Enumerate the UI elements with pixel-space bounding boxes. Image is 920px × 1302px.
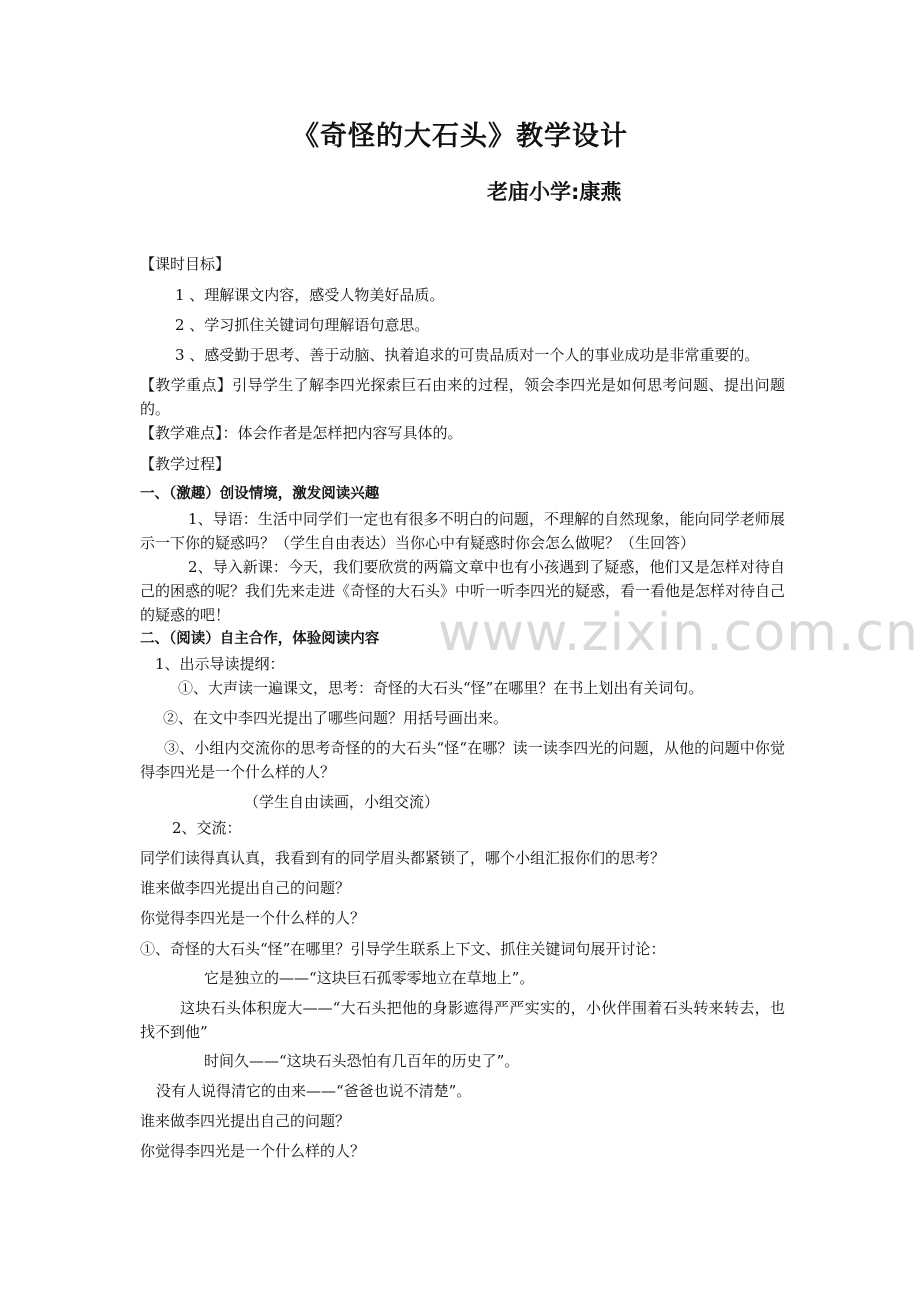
section1-paragraph: 2、导入新课：今天，我们要欣赏的两篇文章中也有小孩遇到了疑惑，他们又是怎样对待自己的困惑的呢？我们先来走进《奇怪的大石头》中听一听李四光的疑惑，看一看他是怎样对待自己的疑惑的吧！ <box>140 558 786 624</box>
section1-paragraph: 1、导语：生活中同学们一定也有很多不明白的问题，不理解的自然现象，能向同学老师展示一下你的疑惑吗？（学生自由表达）当你心中有疑惑时你会怎么做呢？（生回答） <box>140 510 785 552</box>
list-item: 1、出示导读提纲： <box>155 655 285 673</box>
section2-heading: 二、（阅读）自主合作，体验阅读内容 <box>140 631 380 647</box>
paragraph: ①、奇怪的大石头“怪”在哪里？引导学生联系上下文、抓住关键词句展开讨论： <box>140 940 666 958</box>
note-line: （学生自由读画，小组交流） <box>244 793 440 811</box>
paragraph: 你觉得李四光是一个什么样的人？ <box>140 1142 366 1160</box>
document-title: 《奇怪的大石头》教学设计 <box>292 121 628 152</box>
objective-item: 3 、感受勤于思考、善于动脑、执着追求的可贵品质对一个人的事业成功是非常重要的。 <box>175 346 760 364</box>
paragraph: 它是独立的——“这块巨石孤零零地立在草地上”。 <box>204 969 535 987</box>
objectives-heading: 【课时目标】 <box>140 255 231 273</box>
objective-item: 1 、理解课文内容，感受人物美好品质。 <box>175 286 445 304</box>
section1-heading: 一、（激趣）创设情境，激发阅读兴趣 <box>140 486 380 502</box>
paragraph: 时间久——“这块石头恐怕有几百年的历史了”。 <box>204 1052 520 1070</box>
process-heading: 【教学过程】 <box>140 455 231 473</box>
paragraph: 同学们读得真认真，我看到有的同学眉头都紧锁了，哪个小组汇报你们的思考？ <box>140 849 666 867</box>
author-line: 老庙小学:康燕 <box>487 180 622 204</box>
objective-item: 2 、学习抓住关键词句理解语句意思。 <box>175 316 430 334</box>
guide-question: ③、小组内交流你的思考奇怪的的大石头“怪“在哪？读一读李四光的问题，从他的问题中你觉得李四光是一个什么样的人？ <box>140 739 785 781</box>
paragraph: 没有人说得清它的由来——“爸爸也说不清楚”。 <box>156 1082 472 1100</box>
difficulty: 【教学难点】：体会作者是怎样把内容写具体的。 <box>140 424 463 442</box>
key-point: 【教学重点】引导学生了解李四光探索巨石由来的过程，领会李四光是如何思考问题、提出问题的。 <box>140 376 785 418</box>
guide-question: ①、大声读一遍课文，思考：奇怪的大石头“怪”在哪里？在书上划出有关词句。 <box>178 679 704 697</box>
list-item: 2、交流： <box>172 819 242 837</box>
paragraph: 这块石头体积庞大——“大石头把他的身影遮得严严实实的，小伙伴围着石头转来转去，也找不到他” <box>140 999 785 1041</box>
guide-question: ②、在文中李四光提出了哪些问题？用括号画出来。 <box>163 709 509 727</box>
paragraph: 你觉得李四光是一个什么样的人？ <box>140 909 366 927</box>
watermark: www.zixin.com.cn <box>438 603 919 663</box>
paragraph: 谁来做李四光提出自己的问题？ <box>140 1112 351 1130</box>
paragraph: 谁来做李四光提出自己的问题？ <box>140 879 351 897</box>
